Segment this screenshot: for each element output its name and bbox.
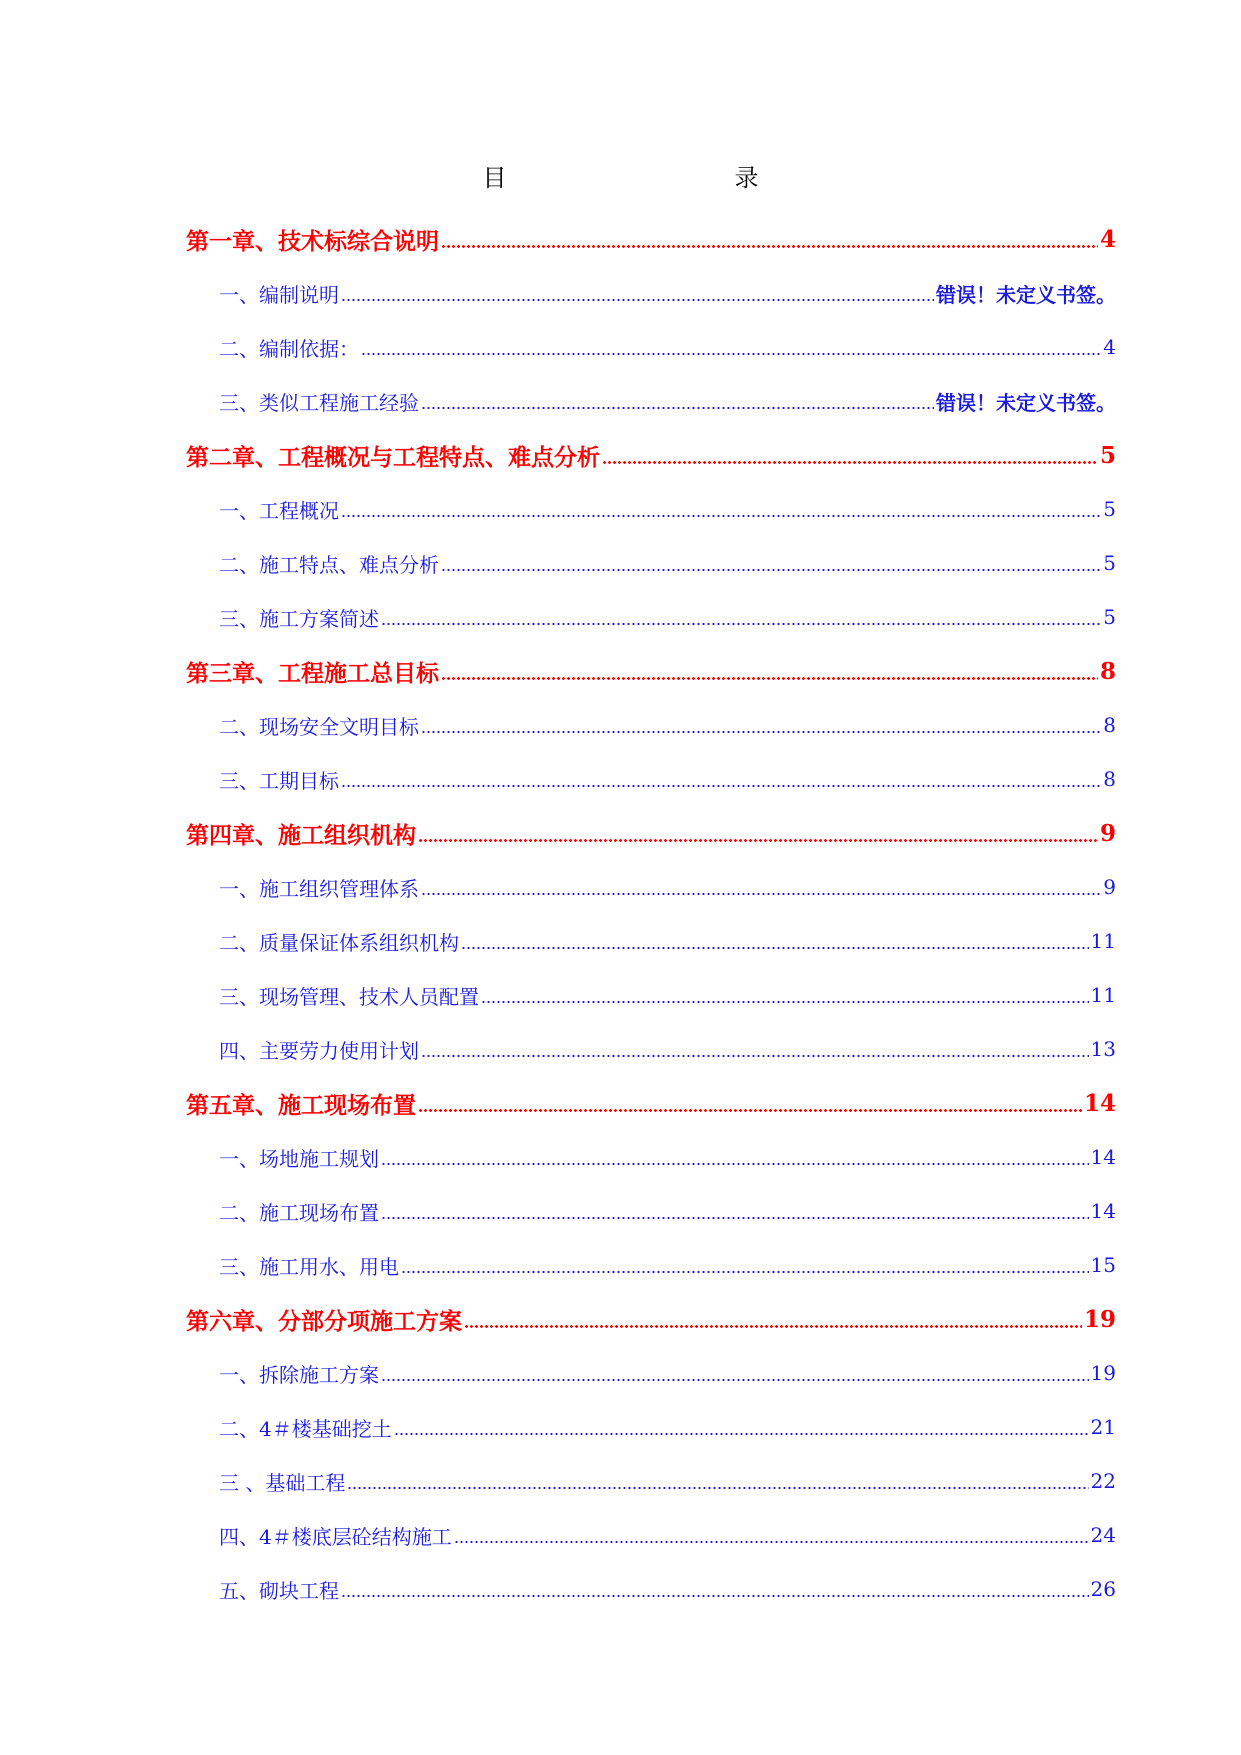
toc-entry-label: 二、质量保证体系组织机构	[219, 927, 459, 956]
toc-entry-label: 一、场地施工规划	[219, 1143, 379, 1172]
toc-section-entry[interactable]	[186, 590, 1116, 644]
dot-leader	[381, 1163, 1089, 1165]
toc-chapter-entry[interactable]	[186, 644, 1116, 698]
toc-entry-page-number: 24	[1090, 1523, 1116, 1547]
dot-leader	[461, 947, 1089, 949]
toc-section-entry[interactable]	[186, 482, 1116, 536]
dot-leader	[418, 839, 1098, 842]
toc-entry-label: 第三章、工程施工总目标	[186, 655, 439, 688]
toc-entry-bookmark-error: 错误！未定义书签。	[936, 387, 1116, 416]
toc-entry-label: 三 、基础工程	[219, 1467, 345, 1496]
toc-section-entry[interactable]	[186, 266, 1116, 320]
toc-entry-page-number: 14	[1083, 1089, 1116, 1117]
toc-entry-label: 二、施工特点、难点分析	[219, 549, 439, 578]
toc-entry-page-number: 5	[1099, 441, 1116, 469]
toc-entry-label: 一、拆除施工方案	[219, 1359, 379, 1388]
dot-leader	[401, 1271, 1089, 1273]
toc-entry-page-number: 26	[1090, 1577, 1116, 1601]
toc-section-entry[interactable]	[186, 1184, 1116, 1238]
toc-entry-bookmark-error: 错误！未定义书签。	[936, 279, 1116, 308]
toc-entry-label: 第五章、施工现场布置	[186, 1087, 416, 1120]
toc-entry-page-number: 9	[1099, 819, 1116, 847]
toc-section-entry[interactable]	[186, 320, 1116, 374]
toc-entry-page-number: 11	[1090, 983, 1116, 1007]
dot-leader	[481, 1001, 1089, 1003]
toc-section-entry[interactable]	[186, 1130, 1116, 1184]
toc-entry-label: 五、砌块工程	[219, 1575, 339, 1604]
toc-entry-label: 第四章、施工组织机构	[186, 817, 416, 850]
dot-leader	[421, 893, 1101, 895]
toc-entry-page-number: 22	[1090, 1469, 1116, 1493]
dot-leader	[421, 1055, 1089, 1057]
toc-entry-page-number: 14	[1090, 1199, 1116, 1223]
dot-leader	[381, 623, 1101, 625]
toc-section-entry[interactable]	[186, 698, 1116, 752]
dot-leader	[347, 1487, 1088, 1489]
toc-entry-page-number: 4	[1103, 335, 1116, 359]
toc-section-entry[interactable]	[186, 1562, 1116, 1616]
toc-entry-label: 三、工期目标	[219, 765, 339, 794]
dot-leader	[602, 461, 1098, 464]
toc-entry-label: 二、编制依据：	[219, 333, 359, 362]
toc-entry-label: 一、工程概况	[219, 495, 339, 524]
toc-entry-label: 四、主要劳力使用计划	[219, 1035, 419, 1064]
toc-chapter-entry[interactable]	[186, 428, 1116, 482]
dot-leader	[341, 515, 1101, 517]
toc-section-entry[interactable]	[186, 1022, 1116, 1076]
toc-chapter-entry[interactable]	[186, 212, 1116, 266]
toc-entry-label: 三、施工用水、用电	[219, 1251, 399, 1280]
toc-entry-page-number: 19	[1083, 1305, 1116, 1333]
toc-entry-page-number: 8	[1103, 767, 1116, 791]
toc-section-entry[interactable]	[186, 914, 1116, 968]
toc-entry-page-number: 11	[1090, 929, 1116, 953]
dot-leader	[381, 1217, 1089, 1219]
toc-entry-page-number: 9	[1103, 875, 1116, 899]
toc-entry-label: 二、施工现场布置	[219, 1197, 379, 1226]
dot-leader	[454, 1541, 1089, 1543]
toc-section-entry[interactable]	[186, 752, 1116, 806]
toc-entry-page-number: 14	[1090, 1145, 1116, 1169]
toc-entry-page-number: 5	[1103, 497, 1116, 521]
dot-leader	[361, 353, 1101, 355]
toc-entry-page-number: 21	[1090, 1415, 1116, 1439]
table-of-contents	[186, 212, 1116, 1616]
toc-section-entry[interactable]	[186, 1508, 1116, 1562]
dot-leader	[421, 407, 934, 409]
toc-section-entry[interactable]	[186, 968, 1116, 1022]
dot-leader	[421, 731, 1101, 733]
toc-entry-page-number: 4	[1099, 225, 1116, 253]
toc-section-entry[interactable]	[186, 860, 1116, 914]
toc-entry-label: 三、类似工程施工经验	[219, 387, 419, 416]
toc-entry-label: 三、施工方案简述	[219, 603, 379, 632]
toc-entry-page-number: 13	[1090, 1037, 1116, 1061]
dot-leader	[381, 1379, 1089, 1381]
toc-entry-page-number: 15	[1090, 1253, 1116, 1277]
toc-section-entry[interactable]	[186, 536, 1116, 590]
toc-chapter-entry[interactable]	[186, 1292, 1116, 1346]
toc-chapter-entry[interactable]	[186, 1076, 1116, 1130]
toc-entry-page-number: 8	[1103, 713, 1116, 737]
toc-entry-page-number: 19	[1090, 1361, 1116, 1385]
dot-leader	[441, 245, 1098, 248]
dot-leader	[441, 569, 1101, 571]
toc-section-entry[interactable]	[186, 1400, 1116, 1454]
toc-section-entry[interactable]	[186, 374, 1116, 428]
page-title: 目 录	[482, 164, 819, 192]
dot-leader	[418, 1109, 1082, 1112]
toc-entry-label: 二、现场安全文明目标	[219, 711, 419, 740]
toc-entry-page-number: 8	[1099, 657, 1116, 685]
toc-entry-page-number: 5	[1103, 605, 1116, 629]
toc-entry-label: 第一章、技术标综合说明	[186, 223, 439, 256]
toc-entry-label: 一、施工组织管理体系	[219, 873, 419, 902]
toc-entry-page-number: 5	[1103, 551, 1116, 575]
toc-entry-label: 三、现场管理、技术人员配置	[219, 981, 479, 1010]
dot-leader	[464, 1325, 1082, 1328]
toc-entry-label: 二、4＃楼基础挖土	[219, 1413, 392, 1442]
toc-section-entry[interactable]	[186, 1238, 1116, 1292]
toc-chapter-entry[interactable]	[186, 806, 1116, 860]
toc-section-entry[interactable]	[186, 1454, 1116, 1508]
dot-leader	[394, 1433, 1089, 1435]
toc-entry-label: 第二章、工程概况与工程特点、难点分析	[186, 439, 600, 472]
dot-leader	[341, 299, 934, 301]
toc-entry-label: 一、编制说明	[219, 279, 339, 308]
toc-section-entry[interactable]	[186, 1346, 1116, 1400]
dot-leader	[441, 677, 1098, 680]
dot-leader	[341, 785, 1101, 787]
toc-entry-label: 四、4＃楼底层砼结构施工	[219, 1521, 452, 1550]
dot-leader	[341, 1595, 1089, 1597]
toc-entry-label: 第六章、分部分项施工方案	[186, 1303, 462, 1336]
